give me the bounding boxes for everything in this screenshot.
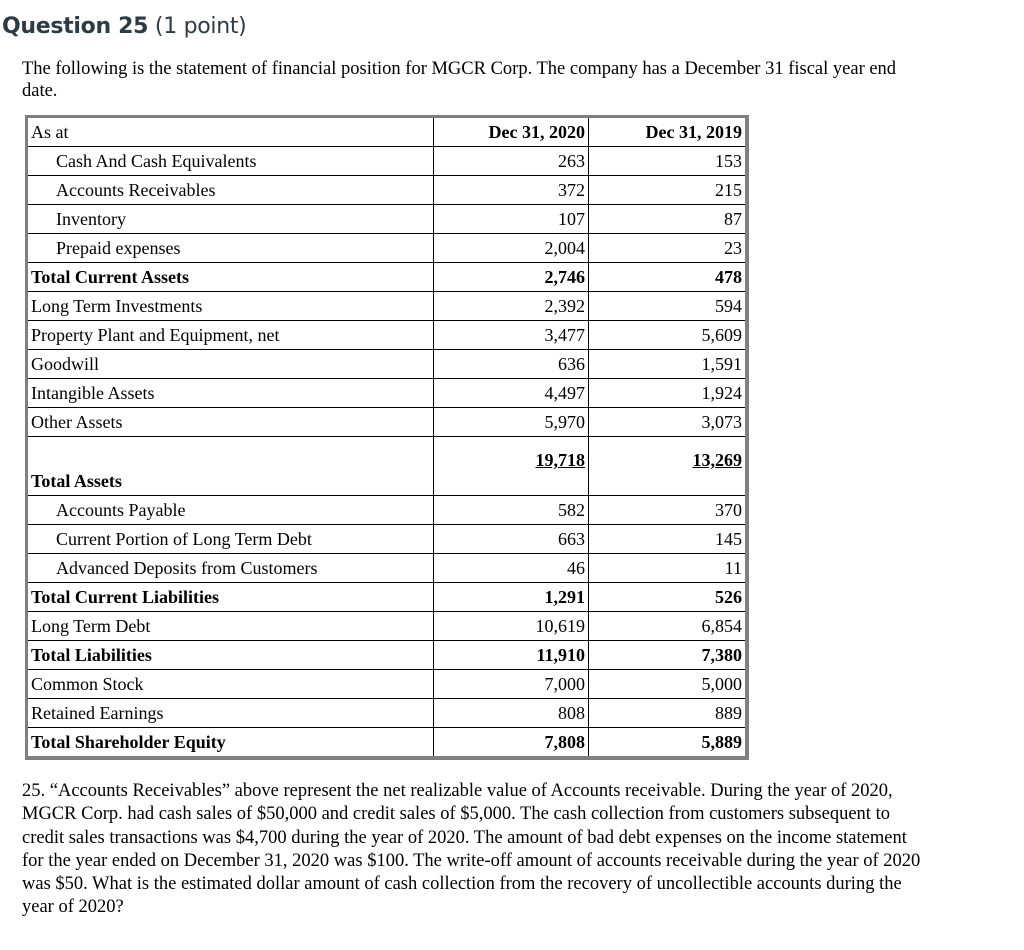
- row-value-2020: 636: [434, 350, 589, 379]
- row-value-2019: 23: [589, 234, 748, 263]
- table-row-total: [27, 728, 748, 759]
- row-value-2020: 7,000: [434, 670, 589, 699]
- table-row: [27, 612, 748, 641]
- row-value-2019: [589, 437, 748, 496]
- total-assets-2019: 13,269: [692, 450, 742, 470]
- row-value-2020: 11,910: [434, 641, 589, 670]
- row-value-2020: 263: [434, 147, 589, 176]
- row-value-2020: 663: [434, 525, 589, 554]
- row-value-2020: [434, 437, 589, 496]
- row-value-2019: 1,924: [589, 379, 748, 408]
- table-row: [27, 496, 748, 525]
- row-label: Long Term Debt: [27, 612, 434, 641]
- table-row: [27, 379, 748, 408]
- financial-position-table: [25, 115, 749, 760]
- header-dec-2020: Dec 31, 2020: [434, 117, 589, 147]
- row-value-2020: 46: [434, 554, 589, 583]
- row-value-2020: 10,619: [434, 612, 589, 641]
- row-label: Other Assets: [27, 408, 434, 437]
- row-value-2019: 6,854: [589, 612, 748, 641]
- table-row: [27, 292, 748, 321]
- row-value-2019: 5,609: [589, 321, 748, 350]
- row-label: Common Stock: [27, 670, 434, 699]
- row-value-2020: 2,746: [434, 263, 589, 292]
- row-value-2020: 1,291: [434, 583, 589, 612]
- row-value-2020: 4,497: [434, 379, 589, 408]
- table-row: [27, 525, 748, 554]
- table-row-total-assets: [27, 437, 748, 496]
- row-value-2019: 145: [589, 525, 748, 554]
- question-heading: [2, 14, 246, 39]
- question-points: (1 point): [154, 14, 247, 39]
- row-label: Total Liabilities: [27, 641, 434, 670]
- row-value-2019: 3,073: [589, 408, 748, 437]
- row-label: Inventory: [27, 205, 434, 234]
- row-value-2019: 5,000: [589, 670, 748, 699]
- table-row-total: [27, 583, 748, 612]
- table-row: [27, 554, 748, 583]
- table-row: [27, 350, 748, 379]
- row-value-2019: 215: [589, 176, 748, 205]
- row-value-2019: 889: [589, 699, 748, 728]
- total-assets-2020: 19,718: [535, 450, 585, 470]
- table-row: [27, 670, 748, 699]
- row-label: Retained Earnings: [27, 699, 434, 728]
- row-label: Property Plant and Equipment, net: [27, 321, 434, 350]
- row-value-2019: 87: [589, 205, 748, 234]
- row-value-2019: 153: [589, 147, 748, 176]
- row-label: Prepaid expenses: [27, 234, 434, 263]
- row-value-2020: 2,392: [434, 292, 589, 321]
- row-value-2020: 7,808: [434, 728, 589, 759]
- row-value-2020: 3,477: [434, 321, 589, 350]
- cut-off-text-line: [22, 938, 902, 950]
- row-label: Total Assets: [27, 437, 434, 496]
- row-value-2019: 5,889: [589, 728, 748, 759]
- table-row: [27, 321, 748, 350]
- row-label: Total Shareholder Equity: [27, 728, 434, 759]
- row-value-2019: 370: [589, 496, 748, 525]
- table-row: [27, 176, 748, 205]
- header-as-at: As at: [27, 117, 434, 147]
- row-label: Total Current Assets: [27, 263, 434, 292]
- table-header-row: [27, 117, 748, 147]
- question-title: Question 25: [2, 14, 149, 39]
- row-value-2020: 107: [434, 205, 589, 234]
- row-label: Current Portion of Long Term Debt: [27, 525, 434, 554]
- row-value-2020: 2,004: [434, 234, 589, 263]
- table-row: [27, 408, 748, 437]
- row-label: Long Term Investments: [27, 292, 434, 321]
- row-value-2020: 808: [434, 699, 589, 728]
- row-value-2019: 7,380: [589, 641, 748, 670]
- row-value-2020: 372: [434, 176, 589, 205]
- table-row: [27, 147, 748, 176]
- row-label: Intangible Assets: [27, 379, 434, 408]
- question-intro: The following is the statement of financial position for MGCR Corp. The company has a December 31 fiscal year end date.: [22, 59, 897, 101]
- row-value-2019: 11: [589, 554, 748, 583]
- table-row: [27, 699, 748, 728]
- table-row-total: [27, 263, 748, 292]
- row-label: Goodwill: [27, 350, 434, 379]
- row-label: Advanced Deposits from Customers: [27, 554, 434, 583]
- row-label: Total Current Liabilities: [27, 583, 434, 612]
- table-row: [27, 205, 748, 234]
- row-value-2019: 1,591: [589, 350, 748, 379]
- table-row: [27, 234, 748, 263]
- header-dec-2019: Dec 31, 2019: [589, 117, 748, 147]
- row-value-2020: 582: [434, 496, 589, 525]
- row-label: Accounts Payable: [27, 496, 434, 525]
- question-body: 25. “Accounts Receivables” above represent the net realizable value of Accounts receivable. During the year of 2020, MGCR Corp. had cash sales of $50,000 and credit sales of $5,000. The cash collection from customers subsequent to credit sales transactions was $4,700 during the year of 2020. The amount of bad debt expenses on the income statement for the year ended on December 31, 2020 was $100. The write-off amount of accounts receivable during the year of 2020 was $50. What is the estimated dollar amount of cash collection from the recovery of uncollectible accounts during the year of 2020?: [22, 781, 921, 918]
- row-label: Accounts Receivables: [27, 176, 434, 205]
- row-value-2019: 594: [589, 292, 748, 321]
- row-value-2019: 526: [589, 583, 748, 612]
- row-label: Cash And Cash Equivalents: [27, 147, 434, 176]
- row-value-2019: 478: [589, 263, 748, 292]
- row-value-2020: 5,970: [434, 408, 589, 437]
- table-row-total: [27, 641, 748, 670]
